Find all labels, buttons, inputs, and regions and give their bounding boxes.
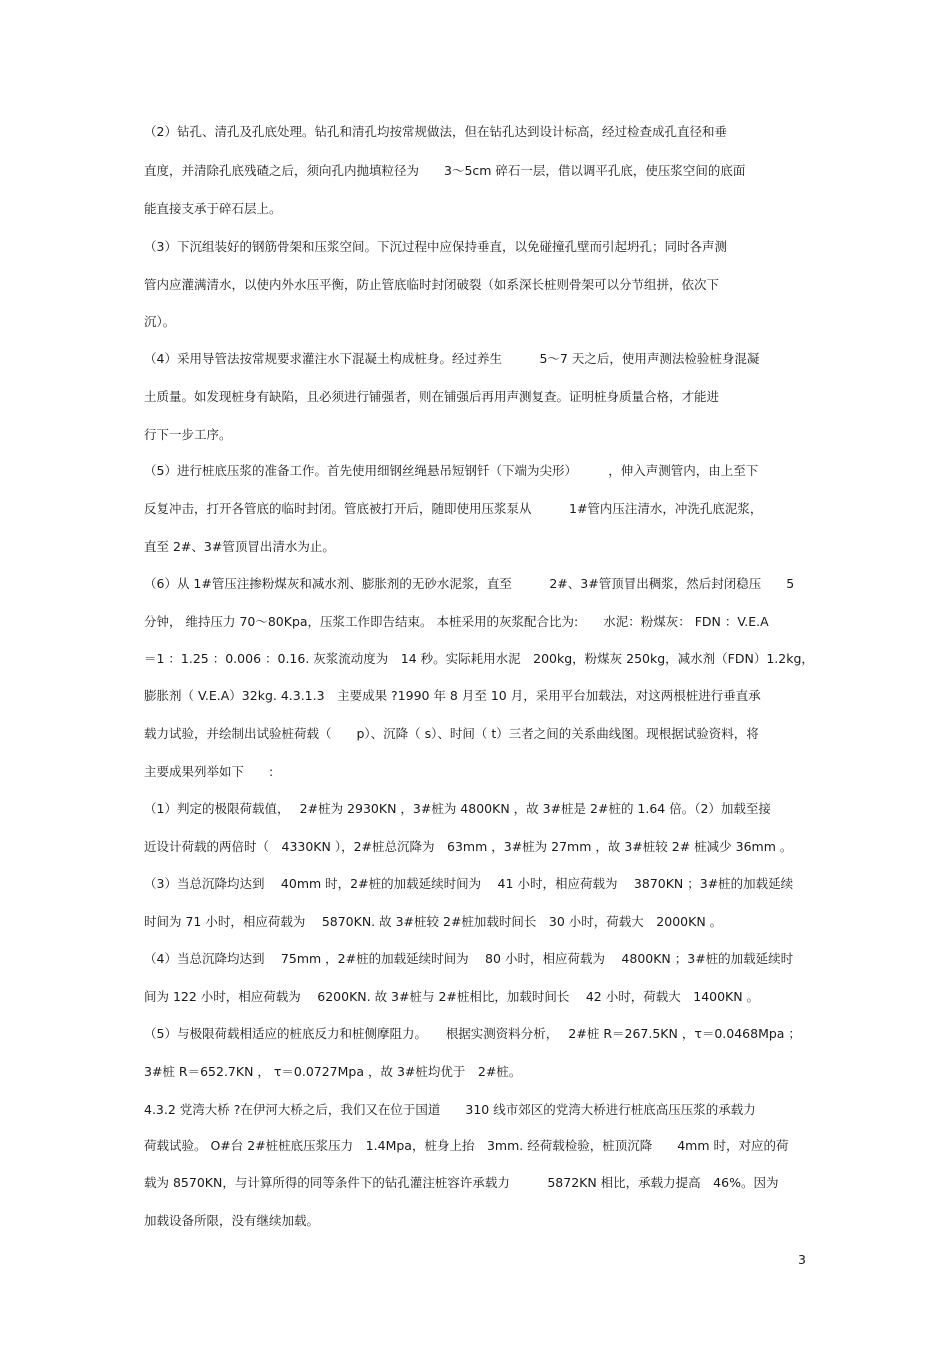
text-line: （5）与极限荷载相适应的桩底反力和桩侧摩阻力。 根据实测资料分析， 2#桩 R＝267.5KN ，τ＝0.0468Mpa ； — [144, 1026, 801, 1041]
text-line: （3）下沉组装好的钢筋骨架和压浆空间。下沉过程中应保持垂直，以免碰撞孔壁而引起坍孔；同时各声测 — [144, 239, 727, 254]
text-line: （6）从 1#管压注掺粉煤灰和减水剂、膨胀剂的无砂水泥浆，直至 2#、3#管顶冒出稠浆，然后封闭稳压 5 — [144, 576, 795, 591]
text-line: （1）判定的极限荷载值， 2#桩为 2930KN ，3#桩为 4800KN ，故 3#桩是 2#桩的 1.64 倍。（2）加载至接 — [144, 801, 771, 816]
text-line: 主要成果列举如下 : — [144, 764, 274, 779]
text-line: （2）钻孔、清孔及孔底处理。钻孔和清孔均按常规做法，但在钻孔达到设计标高，经过检查成孔直径和垂 — [144, 124, 727, 139]
text-line: 直至 2#、3#管顶冒出清水为止。 — [144, 539, 335, 554]
text-line: 沉）。 — [144, 314, 176, 329]
text-line: （4）采用导管法按常规要求灌注水下混凝土构成桩身。经过养生 5～7 天之后，使用声测法检验桩身混凝 — [144, 351, 760, 366]
page-number: 3 — [798, 1252, 806, 1267]
text-line: （5）进行桩底压浆的准备工作。首先使用细钢丝绳悬吊短钢钎（下端为尖形） ，伸入声测管内，由上至下 — [144, 463, 759, 478]
text-line: ＝1 ：1.25 ：0.006 ：0.16. 灰浆流动度为 14 秒。实际耗用水泥 200kg，粉煤灰 250kg，减水剂（FDN）1.2kg， — [144, 651, 814, 666]
text-line: 直度，并清除孔底残碴之后，须向孔内抛填粒径为 3～5cm 碎石一层，借以调平孔底，使压浆空间的底面 — [144, 163, 746, 178]
text-line: 膨胀剂（ V.E.A）32kg. 4.3.1.3 主要成果 ?1990 年 8 月至 10 月，采用平台加载法，对这两根桩进行垂直承 — [144, 688, 761, 703]
text-line: 能直接支承于碎石层上。 — [144, 201, 282, 216]
text-line: 4.3.2 党湾大桥 ?在伊河大桥之后，我们又在位于国道 310 线市郊区的党湾大桥进行桩底高压压浆的承载力 — [144, 1102, 756, 1117]
text-line: 加载设备所限，没有继续加载。 — [144, 1213, 320, 1228]
text-line: 荷载试验。 O#台 2#桩桩底压浆压力 1.4Mpa，桩身上抬 3mm. 经荷载检验，桩顶沉降 4mm 时，对应的荷 — [144, 1138, 789, 1153]
text-line: 行下一步工序。 — [144, 427, 232, 442]
text-line: 间为 122 小时，相应荷载为 6200KN. 故 3#桩与 2#桩相比，加载时间长 42 小时，荷载大 1400KN 。 — [144, 989, 760, 1004]
text-line: （3）当总沉降均达到 40mm 时，2#桩的加载延续时间为 41 小时，相应荷载为 3870KN ；3#桩的加载延续 — [144, 876, 794, 891]
text-line: 3#桩 R＝652.7KN ， τ＝0.0727Mpa ，故 3#桩均优于 2#桩。 — [144, 1064, 522, 1079]
text-line: 时间为 71 小时，相应荷载为 5870KN. 故 3#桩较 2#桩加载时间长 30 小时，荷载大 2000KN 。 — [144, 914, 723, 929]
text-line: 分钟， 维持压力 70～80Kpa，压浆工作即告结束。 本桩采用的灰浆配合比为: 水泥：粉煤灰： FDN ：V.E.A — [144, 614, 769, 629]
text-line: 管内应灌满清水，以使内外水压平衡，防止管底临时封闭破裂（如系深长桩则骨架可以分节组拼，依次下 — [144, 277, 720, 292]
text-line: 土质量。如发现桩身有缺陷，且必须进行铺强者，则在铺强后再用声测复查。证明桩身质量合格，才能进 — [144, 389, 720, 404]
text-line: （4）当总沉降均达到 75mm ，2#桩的加载延续时间为 80 小时，相应荷载为 4800KN ；3#桩的加载延续时 — [144, 951, 794, 966]
text-line: 反复冲击，打开各管底的临时封闭。管底被打开后，随即使用压浆泵从 1#管内压注清水，冲洗孔底泥浆， — [144, 501, 763, 516]
text-line: 载为 8570KN，与计算所得的同等条件下的钻孔灌注桩容许承载力 5872KN 相比，承载力提高 46%。因为 — [144, 1175, 779, 1190]
text-line: 近设计荷载的两倍时（ 4330KN ），2#桩总沉降为 63mm ，3#桩为 27mm ，故 3#桩较 2# 桩减少 36mm 。 — [144, 839, 793, 854]
text-line: 载力试验，并绘制出试验桩荷载（ p）、沉降（ s）、时间（ t）三者之间的关系曲线图。现根据试验资料，将 — [144, 726, 759, 741]
